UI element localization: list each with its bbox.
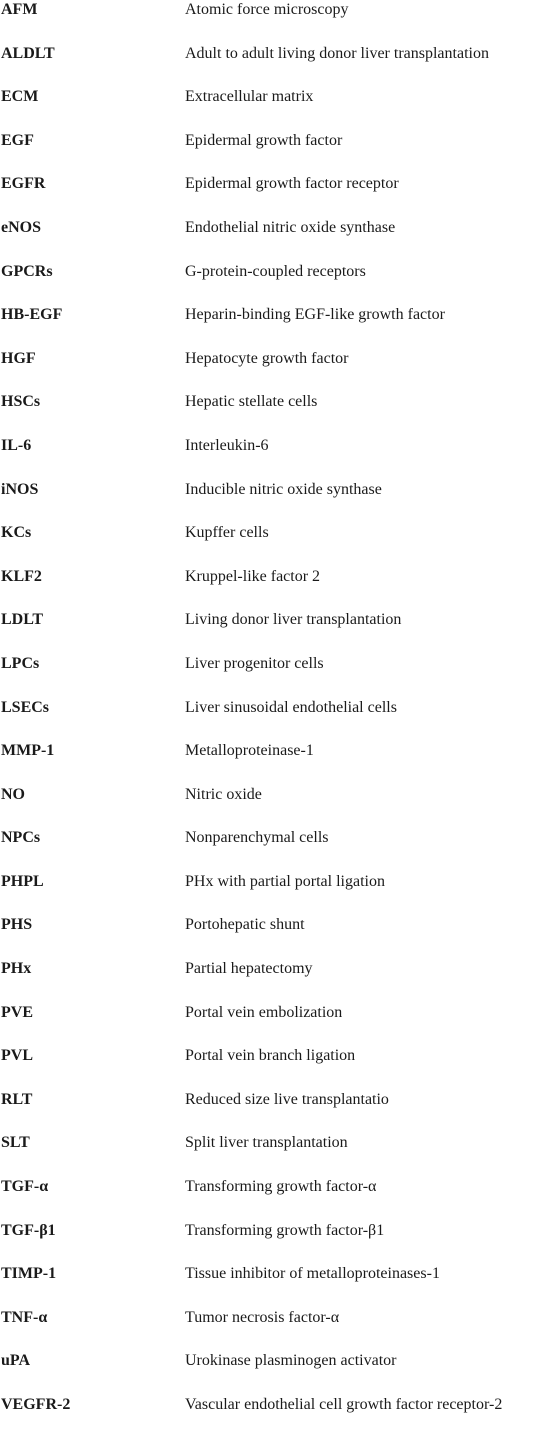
abbreviation-term: NO <box>1 785 25 803</box>
abbreviation-row <box>0 1177 558 1221</box>
abbreviation-row <box>0 872 558 916</box>
abbreviation-definition: Transforming growth factor-α <box>185 1178 377 1196</box>
abbreviation-row <box>0 698 558 742</box>
abbreviation-definition: Epidermal growth factor <box>185 131 343 149</box>
abbreviation-term: LDLT <box>1 611 44 629</box>
abbreviation-term: RLT <box>1 1090 33 1108</box>
abbreviation-row <box>0 610 558 654</box>
abbreviation-row <box>0 1046 558 1090</box>
abbreviation-term: uPA <box>1 1352 31 1370</box>
abbreviation-row <box>0 1133 558 1177</box>
abbreviation-term: KCs <box>1 524 32 542</box>
abbreviation-definition: Endothelial nitric oxide synthase <box>185 218 396 236</box>
abbreviation-term: TGF-α <box>1 1178 49 1196</box>
abbreviation-row <box>0 349 558 393</box>
abbreviation-term: iNOS <box>1 480 39 498</box>
abbreviation-row <box>0 567 558 611</box>
abbreviation-definition: Split liver transplantation <box>185 1134 348 1152</box>
abbreviation-term: NPCs <box>1 829 41 847</box>
abbreviation-definition: Interleukin-6 <box>185 436 269 454</box>
abbreviation-definition: Hepatic stellate cells <box>185 393 318 411</box>
abbreviation-definition: Vascular endothelial cell growth factor receptor-2 <box>185 1396 503 1413</box>
abbreviation-term: TIMP-1 <box>1 1265 57 1283</box>
abbreviation-row <box>0 785 558 829</box>
abbreviation-definition: Extracellular matrix <box>185 88 314 106</box>
abbreviation-row <box>0 1395 558 1439</box>
abbreviation-definition: Portohepatic shunt <box>185 916 305 934</box>
abbreviation-term: EGFR <box>1 175 46 193</box>
abbreviation-definition: G-protein-coupled receptors <box>185 262 366 280</box>
abbreviation-row <box>0 218 558 262</box>
abbreviation-row <box>0 87 558 131</box>
abbreviation-term: eNOS <box>1 218 41 236</box>
abbreviation-definition: Metalloproteinase-1 <box>185 742 314 760</box>
abbreviation-row <box>0 44 558 88</box>
abbreviation-row <box>0 523 558 567</box>
abbreviation-term: HB-EGF <box>1 306 63 324</box>
abbreviation-term: EGF <box>1 131 34 149</box>
abbreviation-definition: Inducible nitric oxide synthase <box>185 480 382 498</box>
abbreviation-term: HSCs <box>1 393 41 411</box>
abbreviation-term: PVE <box>1 1003 33 1021</box>
abbreviation-term: VEGFR-2 <box>1 1396 71 1413</box>
abbreviation-definition: Portal vein embolization <box>185 1003 343 1021</box>
abbreviation-definition: Nitric oxide <box>185 785 262 803</box>
abbreviation-term: SLT <box>1 1134 30 1152</box>
abbreviation-term: HGF <box>1 349 36 367</box>
abbreviation-term: PVL <box>1 1047 33 1065</box>
abbreviation-definition: Adult to adult living donor liver transplantation <box>185 44 489 62</box>
abbreviation-term: ECM <box>1 88 39 106</box>
abbreviation-definition: Epidermal growth factor receptor <box>185 175 399 193</box>
abbreviation-row <box>0 480 558 524</box>
abbreviation-definition: Reduced size live transplantatio <box>185 1090 389 1108</box>
abbreviation-term: TNF-α <box>1 1308 48 1326</box>
abbreviation-term: LPCs <box>1 654 40 672</box>
abbreviation-definition: Hepatocyte growth factor <box>185 349 349 367</box>
abbreviation-definition: Liver sinusoidal endothelial cells <box>185 698 397 716</box>
abbreviation-term: AFM <box>1 1 38 18</box>
abbreviation-term: IL-6 <box>1 436 32 454</box>
abbreviation-row <box>0 1090 558 1134</box>
abbreviation-row <box>0 305 558 349</box>
abbreviation-row <box>0 1308 558 1352</box>
abbreviation-row <box>0 1351 558 1395</box>
abbreviation-definition: Transforming growth factor-β1 <box>185 1221 385 1239</box>
abbreviation-row <box>0 1264 558 1308</box>
abbreviation-definition: Liver progenitor cells <box>185 654 324 672</box>
abbreviation-row <box>0 828 558 872</box>
abbreviation-term: MMP-1 <box>1 742 55 760</box>
abbreviation-definition: Partial hepatectomy <box>185 960 313 978</box>
abbreviation-definition: Urokinase plasminogen activator <box>185 1352 397 1370</box>
abbreviation-definition: Heparin-binding EGF-like growth factor <box>185 306 445 324</box>
abbreviation-row <box>0 959 558 1003</box>
abbreviation-definition: Tumor necrosis factor-α <box>185 1308 340 1326</box>
abbreviation-definition: Kruppel-like factor 2 <box>185 567 321 585</box>
abbreviation-definition: Tissue inhibitor of metalloproteinases-1 <box>185 1265 440 1283</box>
abbreviation-row <box>0 131 558 175</box>
abbreviation-row <box>0 174 558 218</box>
abbreviation-definition: Living donor liver transplantation <box>185 611 402 629</box>
abbreviation-definition: Portal vein branch ligation <box>185 1047 356 1065</box>
abbreviation-row <box>0 0 558 44</box>
abbreviation-row <box>0 654 558 698</box>
abbreviation-row <box>0 741 558 785</box>
abbreviation-term: ALDLT <box>1 44 55 62</box>
abbreviation-row <box>0 392 558 436</box>
abbreviation-row <box>0 436 558 480</box>
abbreviation-definition: Kupffer cells <box>185 524 269 542</box>
abbreviation-term: LSECs <box>1 698 50 716</box>
abbreviation-definition: PHx with partial portal ligation <box>185 872 385 890</box>
abbreviation-term: PHPL <box>1 872 44 890</box>
abbreviation-definition: Nonparenchymal cells <box>185 829 329 847</box>
abbreviation-definition: Atomic force microscopy <box>185 1 349 18</box>
abbreviation-row <box>0 262 558 306</box>
abbreviation-term: TGF-β1 <box>1 1221 56 1239</box>
abbreviation-term: KLF2 <box>1 567 42 585</box>
abbreviation-term: PHx <box>1 960 32 978</box>
abbreviation-term: PHS <box>1 916 33 934</box>
abbreviation-term: GPCRs <box>1 262 53 280</box>
abbreviation-row <box>0 1003 558 1047</box>
abbreviation-row <box>0 1221 558 1265</box>
abbreviation-row <box>0 915 558 959</box>
